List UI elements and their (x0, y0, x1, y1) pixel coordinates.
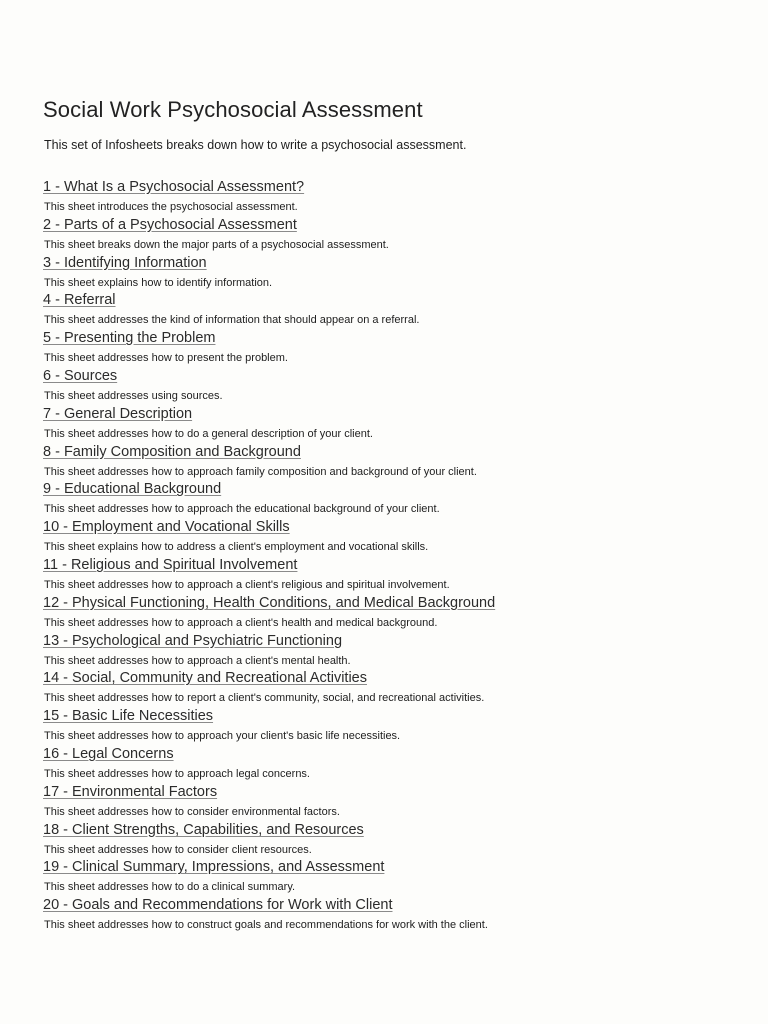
infosheet-description: This sheet addresses how to report a client's community, social, and recreational activities. (44, 692, 485, 705)
page-subtitle: This set of Infosheets breaks down how to write a psychosocial assessment. (44, 138, 467, 152)
list-item (43, 405, 743, 443)
list-item (43, 594, 743, 632)
list-item (43, 707, 743, 745)
list-item (43, 254, 743, 292)
infosheet-description: This sheet addresses how to approach a client's religious and spiritual involvement. (44, 578, 450, 591)
infosheet-link[interactable]: 19 - Clinical Summary, Impressions, and Assessment (43, 859, 385, 876)
infosheet-description: This sheet addresses how to approach family composition and background of your client. (44, 465, 477, 478)
infosheet-link[interactable]: 20 - Goals and Recommendations for Work with Client (43, 897, 393, 914)
infosheet-link[interactable]: 13 - Psychological and Psychiatric Functioning (43, 632, 343, 649)
list-item (43, 745, 743, 783)
list-item (43, 821, 743, 859)
infosheet-link[interactable]: 15 - Basic Life Necessities (43, 708, 214, 725)
infosheet-description: This sheet addresses how to do a clinical summary. (44, 881, 296, 894)
infosheet-link[interactable]: 5 - Presenting the Problem (43, 330, 216, 347)
infosheet-description: This sheet addresses the kind of information that should appear on a referral. (44, 314, 420, 327)
infosheet-description: This sheet addresses how to approach a client's health and medical background. (44, 616, 438, 629)
infosheet-link[interactable]: 3 - Identifying Information (43, 254, 207, 271)
list-item (43, 443, 743, 481)
infosheet-description: This sheet addresses how to approach the educational background of your client. (44, 503, 440, 516)
infosheet-description: This sheet explains how to identify information. (44, 276, 273, 289)
infosheet-description: This sheet explains how to address a client's employment and vocational skills. (44, 541, 429, 554)
infosheet-description: This sheet addresses how to approach a client's mental health. (44, 654, 351, 667)
list-item (43, 480, 743, 518)
infosheet-link[interactable]: 16 - Legal Concerns (43, 745, 174, 762)
infosheet-description: This sheet addresses using sources. (44, 389, 223, 402)
list-item (43, 632, 743, 670)
list-item (43, 858, 743, 896)
infosheet-description: This sheet addresses how to approach your client's basic life necessities. (44, 730, 401, 743)
infosheet-link[interactable]: 17 - Environmental Factors (43, 783, 218, 800)
list-item (43, 329, 743, 367)
list-item (43, 291, 743, 329)
list-item (43, 896, 743, 934)
infosheet-link[interactable]: 6 - Sources (43, 367, 118, 384)
list-item (43, 669, 743, 707)
infosheet-link[interactable]: 12 - Physical Functioning, Health Conditions, and Medical Background (43, 594, 496, 611)
list-item (43, 556, 743, 594)
list-item (43, 367, 743, 405)
infosheet-link[interactable]: 2 - Parts of a Psychosocial Assessment (43, 216, 297, 233)
infosheet-description: This sheet introduces the psychosocial assessment. (44, 201, 298, 213)
infosheet-link[interactable]: 7 - General Description (43, 405, 193, 422)
infosheet-link[interactable]: 11 - Religious and Spiritual Involvement (43, 556, 298, 573)
infosheet-link[interactable]: 14 - Social, Community and Recreational Activities (43, 670, 367, 687)
infosheet-link[interactable]: 10 - Employment and Vocational Skills (43, 519, 290, 536)
infosheet-description: This sheet breaks down the major parts of a psychosocial assessment. (44, 238, 389, 251)
page-title: Social Work Psychosocial Assessment (43, 97, 423, 122)
infosheet-link[interactable]: 9 - Educational Background (43, 481, 222, 498)
list-item (43, 518, 743, 556)
infosheet-description: This sheet addresses how to present the problem. (44, 352, 288, 365)
list-item (43, 783, 743, 821)
infosheet-description: This sheet addresses how to construct goals and recommendations for work with the client. (44, 919, 488, 932)
infosheet-link[interactable]: 18 - Client Strengths, Capabilities, and Resources (43, 821, 364, 838)
infosheet-description: This sheet addresses how to consider client resources. (44, 843, 312, 856)
infosheet-link[interactable]: 8 - Family Composition and Background (43, 443, 301, 460)
infosheet-link[interactable]: 1 - What Is a Psychosocial Assessment? (43, 179, 305, 195)
infosheet-description: This sheet addresses how to approach legal concerns. (44, 767, 310, 780)
infosheet-description: This sheet addresses how to consider environmental factors. (44, 805, 340, 818)
infosheet-link[interactable]: 4 - Referral (43, 292, 116, 309)
list-item (43, 178, 743, 216)
infosheet-list (43, 178, 743, 934)
infosheet-description: This sheet addresses how to do a general description of your client. (44, 427, 373, 440)
list-item (43, 216, 743, 254)
